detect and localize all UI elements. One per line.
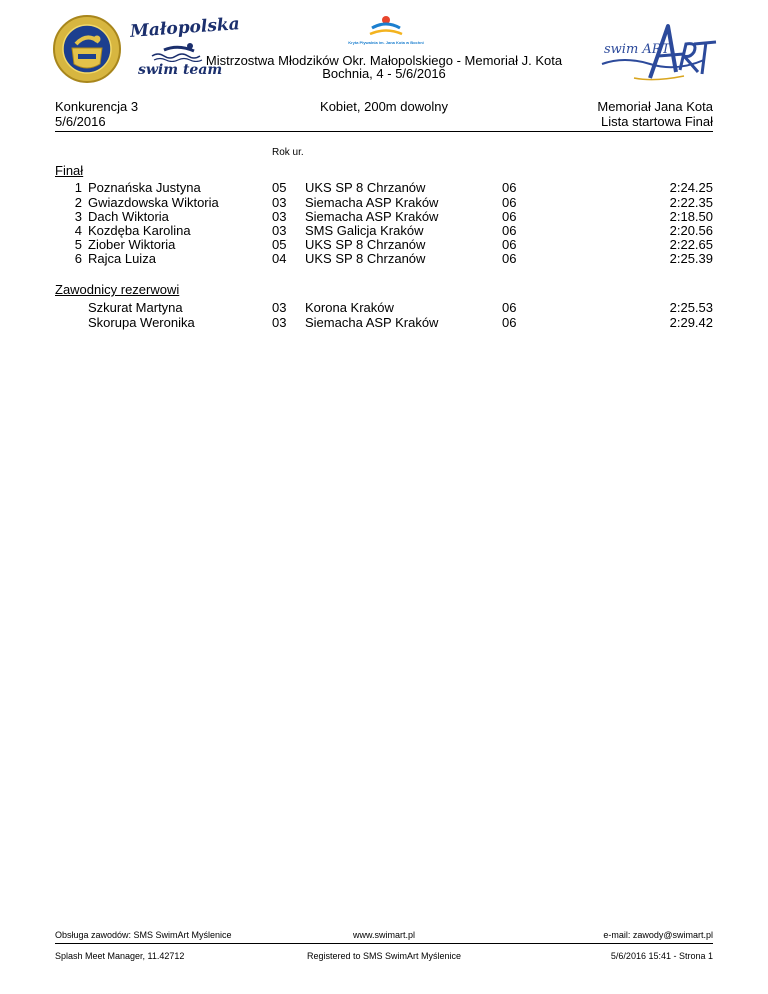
club-name: SMS Galicja Kraków [305, 223, 424, 238]
table-row [0, 209, 768, 224]
yob-column-header: Rok ur. [272, 147, 304, 158]
list-type: Lista startowa Finał [601, 114, 713, 129]
section-title-reserves: Zawodnicy rezerwowi [55, 282, 180, 297]
club-name: UKS SP 8 Chrzanów [305, 251, 426, 266]
entry-time: 2:20.56 [669, 223, 713, 238]
footer-print-info: 5/6/2016 15:41 - Strona 1 [610, 951, 713, 961]
swimmer-name: Szkurat Martyna [88, 300, 183, 315]
club-code: 06 [502, 300, 517, 315]
section-title-final: Finał [55, 163, 84, 178]
table-row [0, 195, 768, 210]
row-position: 5 [74, 237, 82, 252]
table-row [0, 251, 768, 266]
entry-time: 2:25.53 [669, 300, 713, 315]
year-of-birth: 03 [272, 223, 287, 238]
footer-software: Splash Meet Manager, 11.42712 [55, 951, 185, 961]
swimmer-name: Skorupa Weronika [88, 315, 195, 330]
club-name: UKS SP 8 Chrzanów [305, 237, 426, 252]
club-wordmark-top: Małopolska [129, 14, 241, 42]
club-name: Siemacha ASP Kraków [305, 195, 439, 210]
entry-time: 2:25.39 [669, 251, 713, 266]
year-of-birth: 05 [272, 180, 287, 195]
swimmer-name: Poznańska Justyna [88, 180, 201, 195]
footer-registered: Registered to SMS SwimArt Myślenice [306, 951, 462, 961]
footer-email-link[interactable]: e-mail: zawody@swimart.pl [603, 930, 713, 940]
meet-name: Memoriał Jana Kota [597, 99, 713, 114]
club-code: 06 [502, 209, 517, 224]
table-row [0, 315, 768, 330]
club-code: 06 [502, 223, 517, 238]
meet-title: Mistrzostwa Młodzików Okr. Małopolskiego - Memoriał J. Kota [205, 53, 563, 68]
entry-time: 2:18.50 [669, 209, 713, 224]
header-divider [55, 131, 713, 132]
entry-time: 2:22.35 [669, 195, 713, 210]
event-date: 5/6/2016 [55, 114, 106, 129]
swimmer-name: Rajca Luiza [88, 251, 156, 266]
row-position: 2 [74, 195, 82, 210]
footer-divider [55, 943, 713, 944]
footer-service: Obsługa zawodów: SMS SwimArt Myślenice [55, 930, 232, 940]
swimmer-name: Gwiazdowska Wiktoria [88, 195, 219, 210]
club-code: 06 [502, 195, 517, 210]
club-name: UKS SP 8 Chrzanów [305, 180, 426, 195]
row-position: 4 [74, 223, 82, 238]
row-position: 3 [74, 209, 82, 224]
pool-logo-text: Kryta Pływalnia im. Jana Kota w Bochni [348, 40, 424, 45]
club-code: 06 [502, 315, 517, 330]
footer-website-link[interactable]: www.swimart.pl [352, 930, 415, 940]
row-position: 6 [74, 251, 82, 266]
year-of-birth: 03 [272, 300, 287, 315]
year-of-birth: 03 [272, 209, 287, 224]
year-of-birth: 03 [272, 315, 287, 330]
pool-logo [366, 14, 406, 40]
table-row [0, 300, 768, 315]
swimart-logo-text: swim ART [604, 42, 671, 57]
swimmer-name: Dach Wiktoria [88, 209, 169, 224]
club-code: 06 [502, 251, 517, 266]
club-code: 06 [502, 237, 517, 252]
entry-time: 2:22.65 [669, 237, 713, 252]
year-of-birth: 03 [272, 195, 287, 210]
entry-time: 2:24.25 [669, 180, 713, 195]
row-position: 1 [74, 180, 82, 195]
club-name: Korona Kraków [305, 300, 394, 315]
club-code: 06 [502, 180, 517, 195]
swimmer-name: Kozdęba Karolina [88, 223, 191, 238]
club-wordmark-bottom: swim team [138, 62, 223, 78]
table-row [0, 223, 768, 238]
table-row [0, 237, 768, 252]
table-row [0, 180, 768, 195]
meet-location-date: Bochnia, 4 - 5/6/2016 [322, 66, 446, 81]
event-name: Kobiet, 200m dowolny [320, 99, 448, 114]
year-of-birth: 04 [272, 251, 287, 266]
club-name: Siemacha ASP Kraków [305, 209, 439, 224]
club-name: Siemacha ASP Kraków [305, 315, 439, 330]
event-number: Konkurencja 3 [55, 99, 139, 114]
swimmer-name: Ziober Wiktoria [88, 237, 176, 252]
entry-time: 2:29.42 [669, 315, 713, 330]
year-of-birth: 05 [272, 237, 287, 252]
